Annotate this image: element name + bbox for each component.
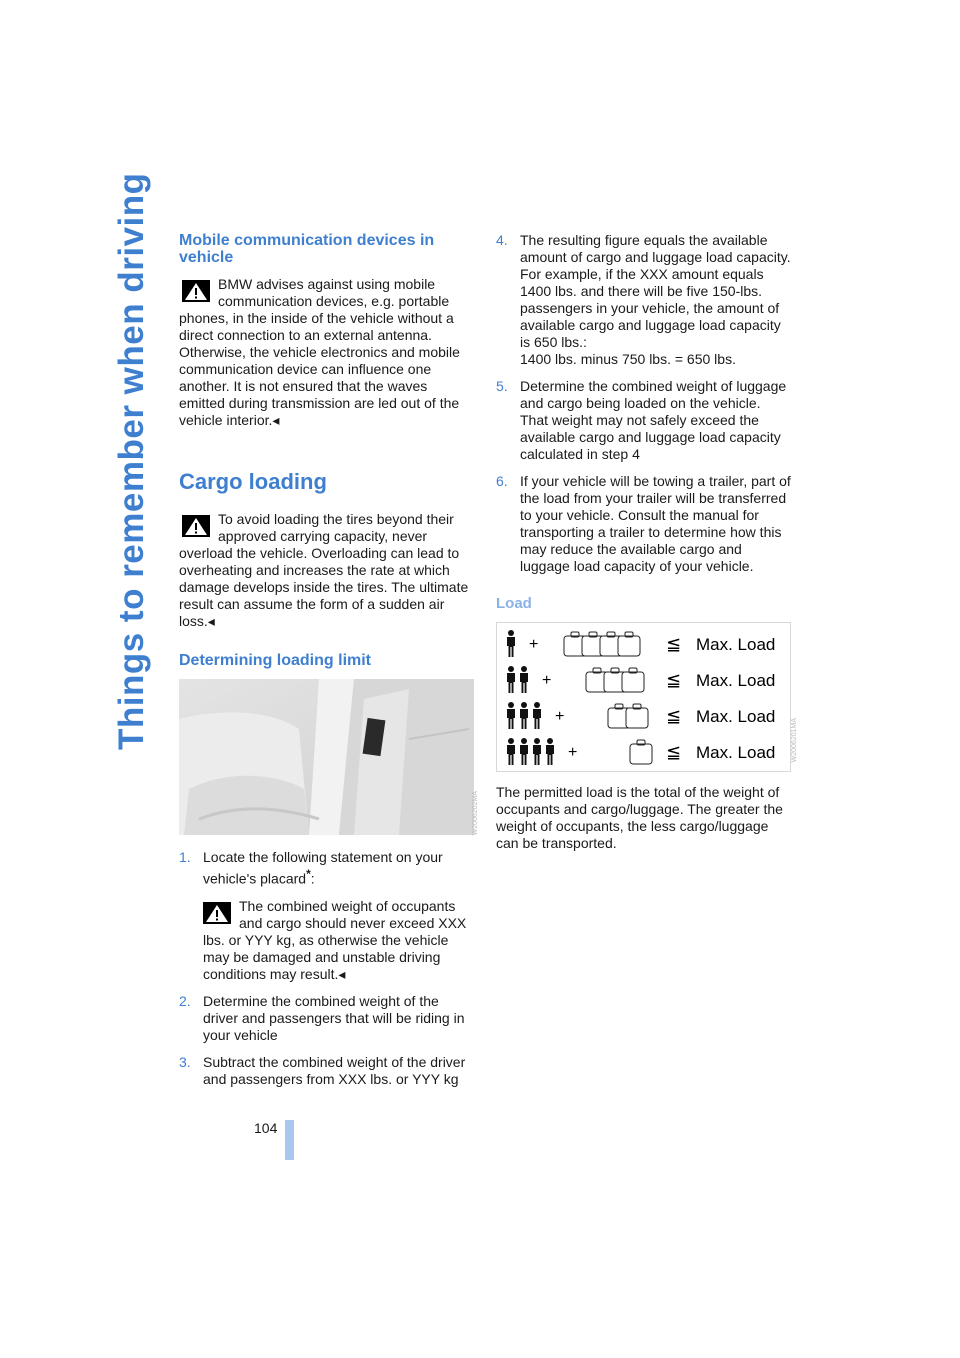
photo-code: W2006202MA [472,790,479,835]
footnote-star: * [306,867,311,881]
max-load-label: Max. Load [696,743,776,762]
warning-triangle-icon [182,280,210,302]
suitcase-icon [618,632,640,656]
loading-steps-list-b [496,232,791,575]
figure-code: W2006201MA [791,717,798,762]
mobile-warning [179,276,474,429]
step-text: The resulting figure equals the available amount of cargo and luggage load capacity. [520,232,791,265]
sidebar-chapter-title: Things to remember when driving [112,172,151,750]
less-equal-sign: ≦ [666,706,682,727]
step-number: 2. [179,992,191,1009]
cargo-warning-text: To avoid loading the tires beyond their approved carrying capacity, never overload the vehicle. Overloading can lead to overheating and increases the rate at which damage develops inside the tires. The ultimate result can assume the form of a sudden air loss. [179,511,469,629]
less-equal-sign: ≦ [666,634,682,655]
page-number: 104 [254,1120,278,1136]
step-text: Locate the following statement on your vehicle's placard [203,849,443,887]
step-item [179,1054,474,1088]
cargo-warning [179,511,474,630]
step-suffix: : [310,870,315,887]
load-heading: Load [496,595,532,612]
warning-triangle-icon [203,902,231,924]
door-placard-photo [179,679,479,835]
max-load-label: Max. Load [696,671,776,690]
step-item [496,473,791,575]
cargo-loading-heading: Cargo loading [179,469,327,494]
placard-warning-text: The combined weight of occupants and cargo should never exceed XXX lbs. or YYY kg, as otherwise the vehicle may be damaged and unstable driving conditions may result. [203,897,467,982]
step-number: 5. [496,378,508,394]
max-load-label: Max. Load [696,707,776,726]
suitcase-icon [630,740,652,764]
step-item [179,849,474,983]
warning-triangle-icon [182,515,210,537]
step-item [179,993,474,1044]
step-calculation: 1400 lbs. minus 750 lbs. = 650 lbs. [520,351,736,367]
suitcase-icon [622,668,644,692]
page-marker-bar [285,1120,294,1160]
step-number: 3. [179,1053,191,1070]
plus-sign: + [542,672,552,689]
max-load-label: Max. Load [696,635,776,654]
step-number: 4. [496,232,508,248]
plus-sign: + [555,708,565,725]
load-description: The permitted load is the total of the weight of occupants and cargo/luggage. The greater the weight of occupants, the less cargo/luggage can be transported. [496,784,783,851]
end-mark: ◂ [207,613,215,629]
step-text: Subtract the combined weight of the driver and passengers from XXX lbs. or YYY kg [203,1053,466,1087]
door-sill-illustration [179,679,474,835]
load-diagram [496,622,798,772]
step-text: If your vehicle will be towing a trailer, part of the load from your trailer will be transferred to your vehicle. Consult the manual for transporting a trailer to determine how this may reduce the available cargo and luggage load capacity of your vehicle. [520,473,791,574]
placard-warning [179,898,474,983]
plus-sign: + [568,744,578,761]
step-example: For example, if the XXX amount equals 1400 lbs. and there will be five 150-lbs. passengers in your vehicle, the amount of available cargo and luggage load capacity is 650 lbs.: [520,266,781,350]
suitcase-icon [626,704,648,728]
loading-limit-heading: Determining loading limit [179,652,372,669]
less-equal-sign: ≦ [666,742,682,763]
loading-steps-list-a [179,849,474,1088]
left-column [179,232,479,1098]
step-item [496,232,791,368]
less-equal-sign: ≦ [666,670,682,691]
plus-sign: + [529,636,539,653]
mobile-warning-text: BMW advises against using mobile communication devices, e.g. portable phones, in the inside of the vehicle without a direct connection to an external antenna. Otherwise, the vehicle electronics and mobile communication device can influence one another. It is not ensured that the waves emitted during transmission are led out of the vehicle interior. [179,276,460,428]
step-text: Determine the combined weight of luggage and cargo being loaded on the vehicle. That weight may not safely exceed the available cargo and luggage load capacity calculated in step 4 [520,378,787,462]
step-number: 1. [179,849,191,865]
step-item [496,378,791,463]
right-column [496,232,798,852]
end-mark: ◂ [338,965,346,982]
load-diagram-graphic [496,622,791,772]
step-number: 6. [496,473,508,489]
end-mark: ◂ [272,412,280,428]
mobile-devices-heading: Mobile communication devices in vehicle [179,232,435,266]
step-text: Determine the combined weight of the driver and passengers that will be riding in your vehicle [203,992,465,1043]
